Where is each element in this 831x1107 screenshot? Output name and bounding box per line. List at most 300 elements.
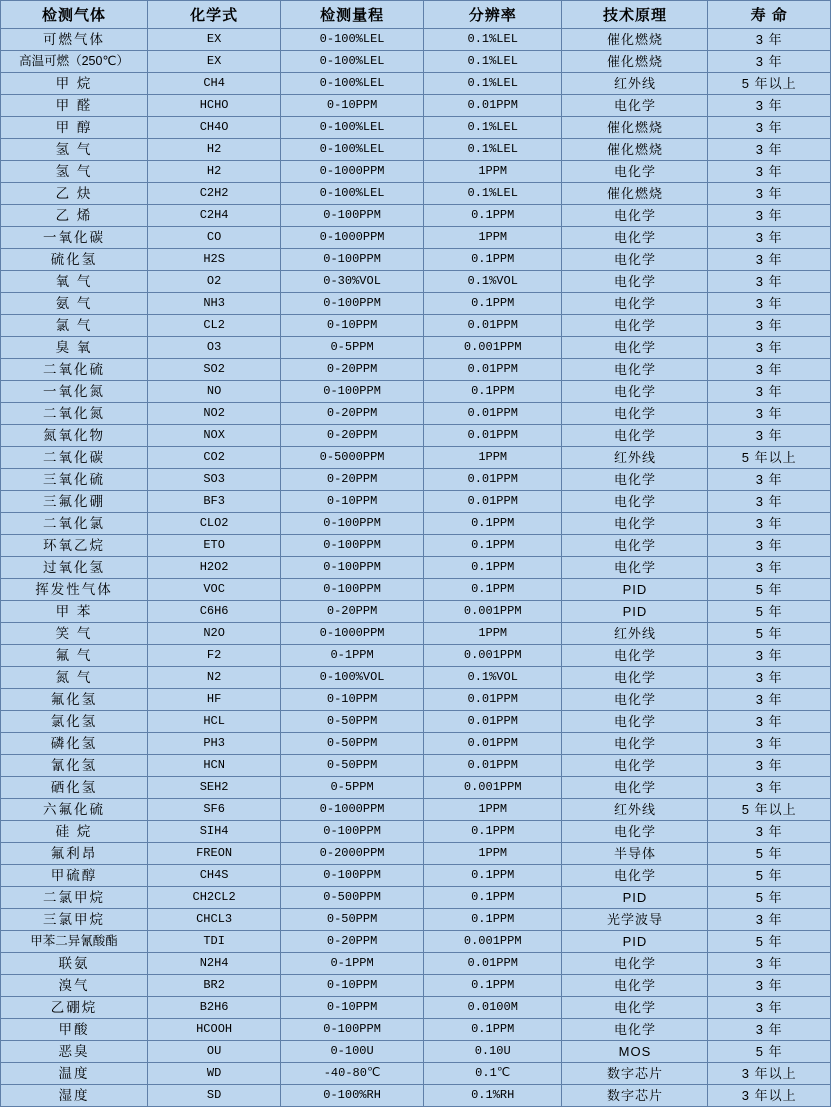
cell-lifespan: 3 年 — [708, 755, 831, 777]
cell-resolution: 0.1PPM — [423, 579, 562, 601]
cell-technology: 电化学 — [562, 425, 708, 447]
cell-gas: 磷化氢 — [1, 733, 148, 755]
cell-lifespan: 5 年 — [708, 579, 831, 601]
cell-technology: 电化学 — [562, 777, 708, 799]
cell-range: 0-100PPM — [281, 557, 424, 579]
table-row — [1, 271, 831, 293]
cell-gas: 挥发性气体 — [1, 579, 148, 601]
cell-formula: FREON — [148, 843, 281, 865]
cell-range: 0-1000PPM — [281, 227, 424, 249]
cell-formula: SO3 — [148, 469, 281, 491]
cell-formula: EX — [148, 51, 281, 73]
cell-lifespan: 5 年 — [708, 843, 831, 865]
cell-gas: 氯化氢 — [1, 711, 148, 733]
cell-formula: CO — [148, 227, 281, 249]
cell-lifespan: 3 年 — [708, 909, 831, 931]
cell-resolution: 1PPM — [423, 799, 562, 821]
cell-lifespan: 3 年 — [708, 29, 831, 51]
table-row — [1, 139, 831, 161]
cell-resolution: 0.1%LEL — [423, 183, 562, 205]
cell-resolution: 0.001PPM — [423, 777, 562, 799]
cell-gas: 一氧化碳 — [1, 227, 148, 249]
cell-resolution: 1PPM — [423, 227, 562, 249]
table-row — [1, 645, 831, 667]
cell-lifespan: 3 年 — [708, 513, 831, 535]
table-row — [1, 931, 831, 953]
cell-range: 0-100PPM — [281, 513, 424, 535]
cell-resolution: 0.10U — [423, 1041, 562, 1063]
cell-resolution: 0.001PPM — [423, 337, 562, 359]
table-row — [1, 117, 831, 139]
cell-resolution: 0.1PPM — [423, 513, 562, 535]
cell-lifespan: 3 年 — [708, 667, 831, 689]
cell-formula: VOC — [148, 579, 281, 601]
cell-resolution: 0.1%LEL — [423, 51, 562, 73]
cell-technology: 数字芯片 — [562, 1063, 708, 1085]
cell-gas: 氢 气 — [1, 161, 148, 183]
cell-resolution: 0.1PPM — [423, 205, 562, 227]
cell-range: 0-50PPM — [281, 711, 424, 733]
table-row — [1, 755, 831, 777]
cell-lifespan: 5 年以上 — [708, 799, 831, 821]
cell-technology: 红外线 — [562, 447, 708, 469]
cell-gas: 甲 烷 — [1, 73, 148, 95]
cell-gas: 硫化氢 — [1, 249, 148, 271]
cell-range: 0-100PPM — [281, 249, 424, 271]
table-row — [1, 1041, 831, 1063]
cell-range: 0-50PPM — [281, 755, 424, 777]
cell-technology: 电化学 — [562, 1019, 708, 1041]
cell-technology: PID — [562, 887, 708, 909]
cell-lifespan: 3 年 — [708, 359, 831, 381]
table-row — [1, 425, 831, 447]
cell-lifespan: 5 年 — [708, 601, 831, 623]
cell-technology: 电化学 — [562, 997, 708, 1019]
cell-technology: 红外线 — [562, 623, 708, 645]
cell-range: 0-20PPM — [281, 425, 424, 447]
cell-lifespan: 3 年 — [708, 469, 831, 491]
table-row — [1, 29, 831, 51]
cell-resolution: 1PPM — [423, 161, 562, 183]
column-header-gas: 检测气体 — [1, 1, 148, 29]
cell-lifespan: 5 年 — [708, 931, 831, 953]
cell-range: 0-500PPM — [281, 887, 424, 909]
cell-gas: 二氧化氯 — [1, 513, 148, 535]
table-row — [1, 997, 831, 1019]
table-row — [1, 667, 831, 689]
cell-range: 0-100PPM — [281, 579, 424, 601]
table-row — [1, 777, 831, 799]
cell-range: 0-20PPM — [281, 469, 424, 491]
cell-resolution: 0.1%LEL — [423, 117, 562, 139]
table-row — [1, 205, 831, 227]
cell-formula: PH3 — [148, 733, 281, 755]
cell-range: 0-100PPM — [281, 293, 424, 315]
cell-resolution: 0.1℃ — [423, 1063, 562, 1085]
cell-gas: 二氧化氮 — [1, 403, 148, 425]
cell-lifespan: 3 年 — [708, 821, 831, 843]
cell-technology: 红外线 — [562, 73, 708, 95]
cell-lifespan: 3 年 — [708, 975, 831, 997]
cell-gas: 甲 苯 — [1, 601, 148, 623]
cell-formula: CH4O — [148, 117, 281, 139]
cell-resolution: 0.1PPM — [423, 821, 562, 843]
cell-technology: 电化学 — [562, 161, 708, 183]
cell-lifespan: 3 年 — [708, 161, 831, 183]
cell-formula: CO2 — [148, 447, 281, 469]
cell-lifespan: 3 年 — [708, 271, 831, 293]
cell-resolution: 0.1%RH — [423, 1085, 562, 1107]
cell-gas: 一氧化氮 — [1, 381, 148, 403]
cell-resolution: 0.1PPM — [423, 293, 562, 315]
cell-gas: 联氨 — [1, 953, 148, 975]
cell-range: 0-30%VOL — [281, 271, 424, 293]
table-row — [1, 227, 831, 249]
table-row — [1, 799, 831, 821]
cell-resolution: 0.1PPM — [423, 381, 562, 403]
cell-range: 0-5PPM — [281, 337, 424, 359]
cell-range: -40-80℃ — [281, 1063, 424, 1085]
cell-gas: 甲 醛 — [1, 95, 148, 117]
table-row — [1, 711, 831, 733]
cell-gas: 乙硼烷 — [1, 997, 148, 1019]
cell-lifespan: 3 年 — [708, 293, 831, 315]
cell-formula: TDI — [148, 931, 281, 953]
table-row — [1, 293, 831, 315]
cell-technology: 催化燃烧 — [562, 51, 708, 73]
table-row — [1, 359, 831, 381]
cell-technology: 电化学 — [562, 711, 708, 733]
cell-resolution: 0.1%LEL — [423, 139, 562, 161]
table-row — [1, 733, 831, 755]
cell-formula: C6H6 — [148, 601, 281, 623]
cell-formula: B2H6 — [148, 997, 281, 1019]
cell-formula: N2H4 — [148, 953, 281, 975]
cell-formula: NH3 — [148, 293, 281, 315]
table-row — [1, 975, 831, 997]
cell-technology: 电化学 — [562, 491, 708, 513]
cell-range: 0-100U — [281, 1041, 424, 1063]
table-row — [1, 865, 831, 887]
cell-lifespan: 3 年 — [708, 205, 831, 227]
cell-formula: H2S — [148, 249, 281, 271]
table-row — [1, 887, 831, 909]
cell-lifespan: 5 年 — [708, 1041, 831, 1063]
cell-resolution: 0.01PPM — [423, 755, 562, 777]
cell-technology: 电化学 — [562, 359, 708, 381]
cell-gas: 高温可燃（250℃） — [1, 51, 148, 73]
cell-gas: 氟化氢 — [1, 689, 148, 711]
cell-range: 0-10PPM — [281, 997, 424, 1019]
cell-formula: CLO2 — [148, 513, 281, 535]
cell-gas: 环氧乙烷 — [1, 535, 148, 557]
cell-formula: SO2 — [148, 359, 281, 381]
table-row — [1, 95, 831, 117]
cell-gas: 三氟化硼 — [1, 491, 148, 513]
cell-lifespan: 3 年 — [708, 139, 831, 161]
cell-resolution: 0.01PPM — [423, 689, 562, 711]
cell-technology: PID — [562, 601, 708, 623]
cell-lifespan: 5 年 — [708, 865, 831, 887]
cell-formula: EX — [148, 29, 281, 51]
cell-formula: C2H2 — [148, 183, 281, 205]
cell-gas: 溴气 — [1, 975, 148, 997]
cell-technology: 电化学 — [562, 821, 708, 843]
cell-gas: 氧 气 — [1, 271, 148, 293]
cell-resolution: 1PPM — [423, 843, 562, 865]
cell-formula: OU — [148, 1041, 281, 1063]
cell-technology: 电化学 — [562, 205, 708, 227]
cell-formula: NO — [148, 381, 281, 403]
cell-technology: 电化学 — [562, 535, 708, 557]
table-row — [1, 821, 831, 843]
cell-lifespan: 3 年 — [708, 183, 831, 205]
cell-lifespan: 5 年 — [708, 887, 831, 909]
cell-gas: 笑 气 — [1, 623, 148, 645]
cell-range: 0-5000PPM — [281, 447, 424, 469]
cell-resolution: 0.1PPM — [423, 557, 562, 579]
table-row — [1, 513, 831, 535]
cell-technology: 电化学 — [562, 733, 708, 755]
cell-range: 0-100%LEL — [281, 139, 424, 161]
cell-gas: 二氧化碳 — [1, 447, 148, 469]
cell-technology: 电化学 — [562, 469, 708, 491]
cell-gas: 甲硫醇 — [1, 865, 148, 887]
cell-lifespan: 3 年 — [708, 227, 831, 249]
cell-formula: N2 — [148, 667, 281, 689]
cell-formula: H2 — [148, 161, 281, 183]
cell-technology: 催化燃烧 — [562, 139, 708, 161]
cell-formula: CH4S — [148, 865, 281, 887]
cell-technology: 电化学 — [562, 975, 708, 997]
cell-gas: 氮 气 — [1, 667, 148, 689]
cell-technology: 催化燃烧 — [562, 29, 708, 51]
cell-technology: 数字芯片 — [562, 1085, 708, 1107]
cell-lifespan: 3 年 — [708, 381, 831, 403]
cell-formula: HF — [148, 689, 281, 711]
cell-formula: H2 — [148, 139, 281, 161]
cell-technology: 电化学 — [562, 293, 708, 315]
table-row — [1, 1063, 831, 1085]
table-row — [1, 491, 831, 513]
column-header-technology: 技术原理 — [562, 1, 708, 29]
cell-formula: H2O2 — [148, 557, 281, 579]
cell-technology: 电化学 — [562, 227, 708, 249]
cell-resolution: 0.001PPM — [423, 931, 562, 953]
cell-range: 0-100PPM — [281, 535, 424, 557]
cell-formula: C2H4 — [148, 205, 281, 227]
cell-lifespan: 3 年 — [708, 997, 831, 1019]
cell-gas: 甲酸 — [1, 1019, 148, 1041]
cell-gas: 氟 气 — [1, 645, 148, 667]
cell-resolution: 0.1PPM — [423, 865, 562, 887]
cell-lifespan: 3 年 — [708, 777, 831, 799]
cell-technology: 电化学 — [562, 315, 708, 337]
cell-range: 0-100PPM — [281, 381, 424, 403]
cell-range: 0-100%RH — [281, 1085, 424, 1107]
cell-gas: 湿度 — [1, 1085, 148, 1107]
table-row — [1, 557, 831, 579]
cell-technology: 电化学 — [562, 557, 708, 579]
cell-lifespan: 3 年 — [708, 117, 831, 139]
cell-range: 0-1PPM — [281, 953, 424, 975]
cell-technology: 电化学 — [562, 381, 708, 403]
cell-gas: 甲 醇 — [1, 117, 148, 139]
table-row — [1, 403, 831, 425]
cell-gas: 臭 氧 — [1, 337, 148, 359]
cell-resolution: 0.01PPM — [423, 403, 562, 425]
cell-formula: F2 — [148, 645, 281, 667]
cell-range: 0-100%LEL — [281, 73, 424, 95]
cell-lifespan: 3 年 — [708, 953, 831, 975]
cell-lifespan: 3 年 — [708, 491, 831, 513]
cell-range: 0-1PPM — [281, 645, 424, 667]
cell-range: 0-2000PPM — [281, 843, 424, 865]
table-row — [1, 579, 831, 601]
cell-resolution: 1PPM — [423, 447, 562, 469]
cell-formula: HCHO — [148, 95, 281, 117]
cell-resolution: 0.1%VOL — [423, 667, 562, 689]
table-header-row — [1, 1, 831, 29]
cell-lifespan: 3 年 — [708, 95, 831, 117]
cell-technology: 电化学 — [562, 865, 708, 887]
cell-lifespan: 3 年 — [708, 1019, 831, 1041]
cell-gas: 可燃气体 — [1, 29, 148, 51]
table-row — [1, 337, 831, 359]
table-row — [1, 953, 831, 975]
cell-lifespan: 3 年 — [708, 557, 831, 579]
cell-technology: 电化学 — [562, 645, 708, 667]
cell-technology: 电化学 — [562, 337, 708, 359]
cell-range: 0-5PPM — [281, 777, 424, 799]
cell-formula: HCOOH — [148, 1019, 281, 1041]
column-header-resolution: 分辨率 — [423, 1, 562, 29]
cell-range: 0-1000PPM — [281, 799, 424, 821]
cell-range: 0-10PPM — [281, 95, 424, 117]
cell-resolution: 0.01PPM — [423, 95, 562, 117]
cell-technology: 电化学 — [562, 953, 708, 975]
cell-lifespan: 3 年 — [708, 711, 831, 733]
cell-range: 0-100PPM — [281, 821, 424, 843]
cell-formula: CL2 — [148, 315, 281, 337]
table-row — [1, 689, 831, 711]
table-row — [1, 469, 831, 491]
cell-lifespan: 5 年 — [708, 623, 831, 645]
cell-lifespan: 3 年 — [708, 337, 831, 359]
cell-resolution: 0.1%LEL — [423, 73, 562, 95]
cell-technology: 催化燃烧 — [562, 117, 708, 139]
cell-resolution: 0.01PPM — [423, 953, 562, 975]
cell-range: 0-1000PPM — [281, 623, 424, 645]
cell-gas: 乙 炔 — [1, 183, 148, 205]
cell-formula: SEH2 — [148, 777, 281, 799]
cell-resolution: 0.1PPM — [423, 249, 562, 271]
cell-technology: 电化学 — [562, 689, 708, 711]
cell-range: 0-100PPM — [281, 1019, 424, 1041]
cell-formula: SIH4 — [148, 821, 281, 843]
table-row — [1, 909, 831, 931]
cell-formula: HCN — [148, 755, 281, 777]
cell-technology: PID — [562, 931, 708, 953]
cell-formula: HCL — [148, 711, 281, 733]
cell-lifespan: 3 年 — [708, 535, 831, 557]
cell-lifespan: 3 年 — [708, 249, 831, 271]
cell-range: 0-10PPM — [281, 491, 424, 513]
cell-gas: 二氧化硫 — [1, 359, 148, 381]
cell-gas: 氢 气 — [1, 139, 148, 161]
cell-range: 0-10PPM — [281, 315, 424, 337]
cell-technology: 红外线 — [562, 799, 708, 821]
cell-formula: CH2CL2 — [148, 887, 281, 909]
column-header-formula: 化学式 — [148, 1, 281, 29]
cell-technology: 半导体 — [562, 843, 708, 865]
cell-technology: 催化燃烧 — [562, 183, 708, 205]
cell-range: 0-20PPM — [281, 601, 424, 623]
cell-resolution: 0.01PPM — [423, 425, 562, 447]
cell-formula: O2 — [148, 271, 281, 293]
cell-technology: MOS — [562, 1041, 708, 1063]
cell-lifespan: 3 年 — [708, 51, 831, 73]
cell-lifespan: 5 年以上 — [708, 73, 831, 95]
cell-resolution: 0.0100M — [423, 997, 562, 1019]
cell-range: 0-100PPM — [281, 205, 424, 227]
table-row — [1, 183, 831, 205]
table-row — [1, 51, 831, 73]
cell-range: 0-10PPM — [281, 975, 424, 997]
cell-technology: 电化学 — [562, 667, 708, 689]
cell-technology: 电化学 — [562, 271, 708, 293]
table-row — [1, 315, 831, 337]
cell-resolution: 0.1%VOL — [423, 271, 562, 293]
cell-range: 0-100PPM — [281, 865, 424, 887]
cell-gas: 氮氧化物 — [1, 425, 148, 447]
cell-lifespan: 3 年 — [708, 315, 831, 337]
cell-lifespan: 3 年以上 — [708, 1085, 831, 1107]
table-row — [1, 623, 831, 645]
cell-technology: 电化学 — [562, 755, 708, 777]
cell-gas: 三氯甲烷 — [1, 909, 148, 931]
table-row — [1, 1085, 831, 1107]
cell-technology: 电化学 — [562, 249, 708, 271]
cell-range: 0-1000PPM — [281, 161, 424, 183]
cell-gas: 氟利昂 — [1, 843, 148, 865]
cell-gas: 氨 气 — [1, 293, 148, 315]
cell-formula: O3 — [148, 337, 281, 359]
column-header-range: 检测量程 — [281, 1, 424, 29]
cell-formula: CH4 — [148, 73, 281, 95]
cell-range: 0-100%LEL — [281, 51, 424, 73]
cell-technology: 电化学 — [562, 403, 708, 425]
table-row — [1, 601, 831, 623]
cell-formula: ETO — [148, 535, 281, 557]
cell-lifespan: 3 年 — [708, 689, 831, 711]
cell-resolution: 0.01PPM — [423, 315, 562, 337]
cell-gas: 氰化氢 — [1, 755, 148, 777]
cell-resolution: 0.001PPM — [423, 601, 562, 623]
cell-range: 0-100%LEL — [281, 183, 424, 205]
cell-range: 0-20PPM — [281, 931, 424, 953]
cell-resolution: 0.01PPM — [423, 711, 562, 733]
table-row — [1, 73, 831, 95]
cell-range: 0-20PPM — [281, 403, 424, 425]
cell-lifespan: 3 年 — [708, 733, 831, 755]
cell-formula: BF3 — [148, 491, 281, 513]
cell-formula: CHCL3 — [148, 909, 281, 931]
cell-formula: NOX — [148, 425, 281, 447]
cell-range: 0-50PPM — [281, 733, 424, 755]
column-header-lifespan: 寿 命 — [708, 1, 831, 29]
cell-gas: 过氧化氢 — [1, 557, 148, 579]
